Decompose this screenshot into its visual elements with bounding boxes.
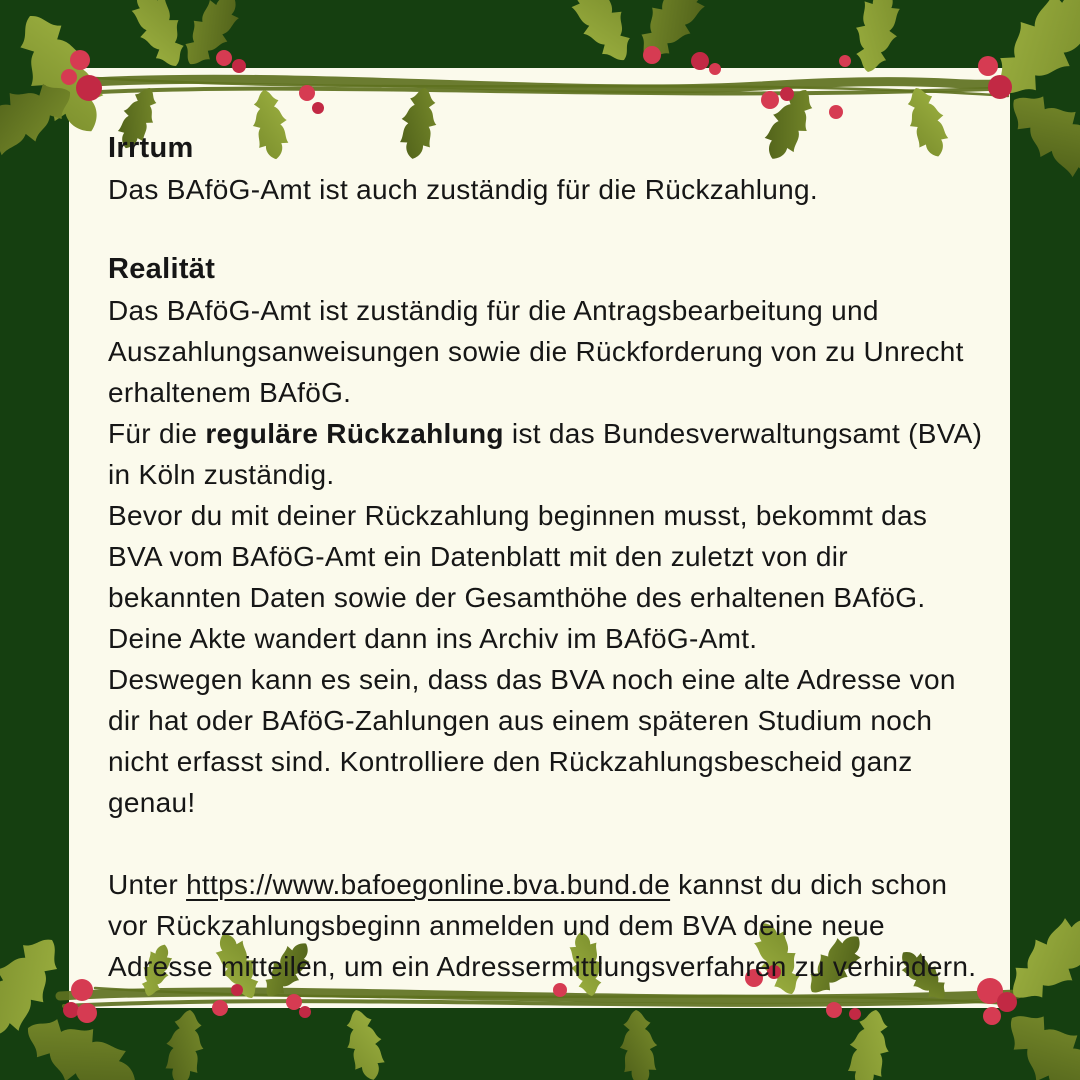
holly-leaf-icon	[560, 0, 643, 71]
realitaet-paragraph-4: Deswegen kann es sein, dass das BVA noch eine alte Adresse von dir hat oder BAföG-Zahlungen aus einem späteren Studium noch nicht erfasst sind. Kontrolliere den Rückzahlungsbescheid ganz genau!	[108, 664, 956, 818]
vine-strokes-top	[60, 78, 1018, 96]
realitaet-paragraph-1: Das BAföG-Amt ist zuständig für die Antragsbearbeitung und Auszahlungsanweisungen sowie die Rückforderung von zu Unrecht erhaltenem BAföG.	[108, 295, 964, 408]
bafoeg-online-link[interactable]: https://www.bafoegonline.bva.bund.de	[186, 869, 671, 900]
holly-leaf-icon	[339, 1006, 391, 1080]
realitaet-paragraph-3: Bevor du mit deiner Rückzahlung beginnen musst, bekommt das BVA vom BAföG-Amt ein Datenblatt mit den zuletzt von dir bekannten Daten sowie der Gesamthöhe des erhaltenen BAföG. Deine Akte wandert dann ins Archiv im BAföG-Amt.	[108, 500, 928, 654]
section-spacer	[108, 210, 984, 249]
text-segment: kannst du dich schon vor Rückzahlungsbeginn anmelden und dem BVA deine neue Adresse mitteilen, um ein Adressermittlungsverfahren zu verhindern.	[108, 869, 977, 982]
irrtum-text: Das BAföG-Amt ist auch zuständig für die Rückzahlung.	[108, 174, 819, 205]
vine-strokes-bottom	[60, 988, 1018, 1006]
bold-regulaere-rueckzahlung: reguläre Rückzahlung	[205, 418, 504, 449]
text-content	[108, 128, 984, 987]
irrtum-heading: Irrtum	[108, 132, 194, 164]
realitaet-paragraph-2	[108, 413, 984, 495]
text-segment: Für die	[108, 418, 206, 449]
text-segment: Unter	[108, 869, 187, 900]
realitaet-heading: Realität	[108, 253, 216, 285]
paragraph-spacer	[108, 823, 984, 864]
footer-paragraph	[108, 864, 984, 987]
holly-leaf-icon	[161, 1007, 209, 1080]
holly-leaf-icon	[977, 0, 1080, 114]
text-segment: ist das Bundesverwaltungsamt (BVA) in Köln zuständig.	[108, 418, 983, 490]
holly-leaf-icon	[617, 1009, 660, 1080]
holly-leaf-icon	[122, 0, 195, 75]
holly-leaf-icon	[848, 0, 907, 76]
